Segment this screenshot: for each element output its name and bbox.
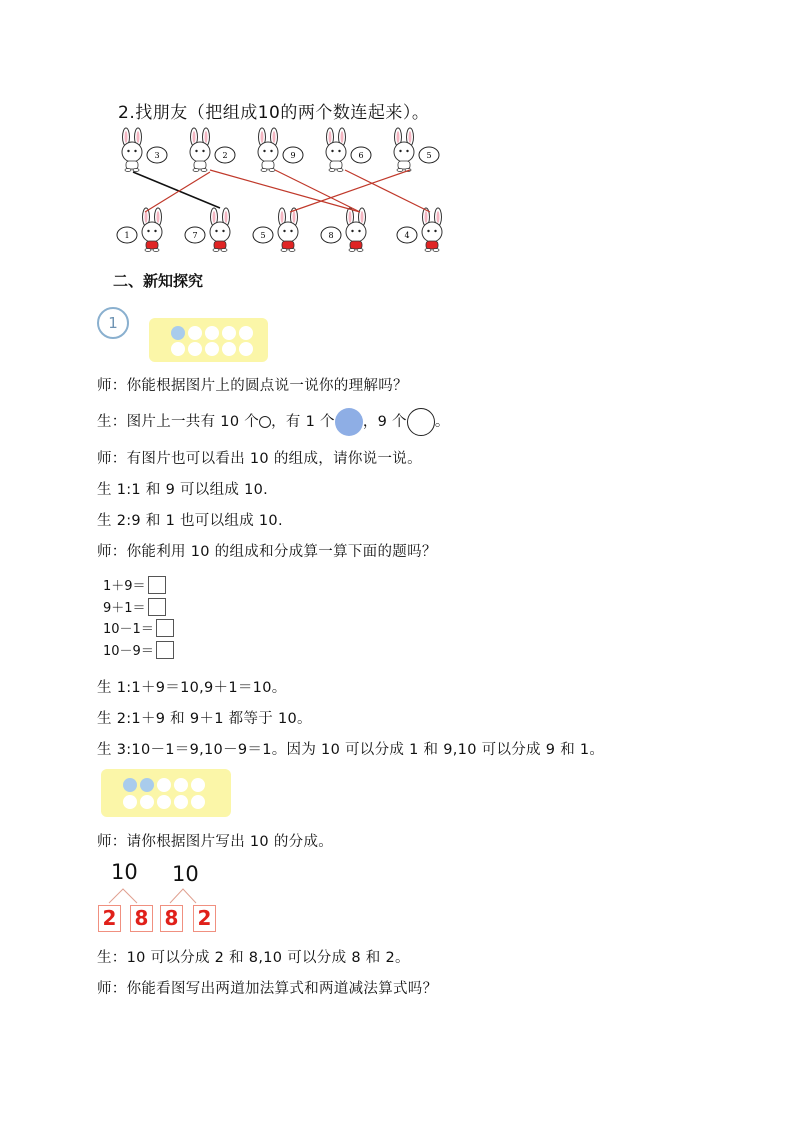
blue-dot — [140, 778, 154, 792]
equation-row — [103, 618, 174, 637]
match-line-9-1 — [275, 170, 360, 212]
white-dot — [239, 326, 253, 340]
rabbit-bottom-2 — [253, 208, 298, 252]
white-circle-icon — [407, 408, 435, 436]
match-line-2-8 — [145, 172, 210, 212]
split-total-1: 10 — [111, 860, 138, 884]
dot-panel-1 — [149, 318, 268, 362]
step-marker: 1 — [97, 307, 129, 339]
white-dot — [188, 326, 202, 340]
split-right-2: 2 — [193, 905, 216, 932]
rabbit-number: 9 — [290, 151, 296, 160]
rabbit-top-3 — [326, 128, 371, 172]
blue-dot — [123, 778, 137, 792]
dialogue-line-3: 师：有图片也可以看出 10 的组成，请你说一说。 — [97, 451, 422, 467]
rabbit-bottom-0 — [117, 208, 162, 252]
dialogue-line-8: 生 2:1＋9 和 9＋1 都等于 10。 — [97, 711, 312, 727]
white-dot — [171, 342, 185, 356]
dialogue-line-10: 师：请你根据图片写出 10 的分成。 — [97, 834, 334, 850]
equation-text: 1＋9＝ — [103, 579, 146, 594]
white-dot — [157, 778, 171, 792]
match-line-3-7 — [133, 172, 220, 208]
match-line-5-5 — [290, 170, 410, 212]
equation-text: 10－1＝ — [103, 622, 154, 637]
rabbit-bottom-1 — [185, 208, 230, 252]
dialogue-line-11: 生：10 可以分成 2 和 8,10 可以分成 8 和 2。 — [97, 950, 410, 966]
dialogue-line-2a: 生：图片上一共有 10 个 — [97, 414, 260, 430]
rabbit-number: 5 — [426, 151, 432, 160]
rabbit-number: 1 — [124, 231, 130, 240]
rabbit-number: 7 — [192, 231, 198, 240]
rabbit-number: 3 — [154, 151, 160, 160]
dialogue-line-2c: ，9 个 — [362, 414, 407, 430]
white-dot — [140, 795, 154, 809]
dialogue-line-7: 生 1:1＋9＝10,9＋1＝10。 — [97, 680, 287, 696]
equation-row — [103, 597, 166, 616]
rabbit-number: 4 — [404, 231, 410, 240]
dialogue-line-12: 师：你能看图写出两道加法算式和两道减法算式吗？ — [97, 981, 438, 997]
dialogue-line-2 — [97, 408, 450, 436]
dialogue-line-1: 师：你能根据图片上的圆点说一说你的理解吗？ — [97, 378, 408, 394]
blue-dot — [171, 326, 185, 340]
white-dot — [222, 326, 236, 340]
equation-row — [103, 640, 174, 659]
dialogue-line-5: 生 2:9 和 1 也可以组成 10. — [97, 513, 283, 529]
dialogue-line-6: 师：你能利用 10 的组成和分成算一算下面的题吗？ — [97, 544, 437, 560]
dialogue-line-4: 生 1:1 和 9 可以组成 10. — [97, 482, 269, 498]
answer-box[interactable] — [156, 619, 174, 637]
dot-panel-2 — [101, 769, 231, 817]
answer-box[interactable] — [148, 576, 166, 594]
match-line-2-8b — [210, 170, 360, 212]
answer-box[interactable] — [148, 598, 166, 616]
equation-row — [103, 575, 166, 594]
split-left-2: 8 — [160, 905, 183, 932]
white-dot — [222, 342, 236, 356]
split-branches — [95, 885, 225, 905]
split-total-2: 10 — [172, 862, 199, 886]
rabbit-number: 6 — [358, 151, 364, 160]
split-left-1: 2 — [98, 905, 121, 932]
small-circle-icon — [259, 416, 271, 428]
white-dot — [191, 778, 205, 792]
white-dot — [239, 342, 253, 356]
white-dot — [174, 778, 188, 792]
equation-text: 9＋1＝ — [103, 601, 146, 616]
rabbit-top-4 — [394, 128, 439, 172]
rabbit-number: 2 — [222, 151, 228, 160]
section-title: 二、新知探究 — [113, 272, 204, 290]
white-dot — [123, 795, 137, 809]
white-dot — [188, 342, 202, 356]
white-dot — [205, 342, 219, 356]
white-dot — [205, 326, 219, 340]
rabbit-matching-figure — [110, 122, 450, 262]
answer-box[interactable] — [156, 641, 174, 659]
rabbit-top-0 — [122, 128, 167, 172]
rabbit-top-1 — [190, 128, 235, 172]
dialogue-line-2b: ，有 1 个 — [271, 414, 335, 430]
exercise-title: 2.找朋友（把组成10的两个数连起来）。 — [118, 103, 430, 123]
rabbit-top-2 — [258, 128, 303, 172]
split-right-1: 8 — [130, 905, 153, 932]
white-dot — [174, 795, 188, 809]
rabbit-bottom-4 — [397, 208, 442, 252]
dialogue-line-2d: 。 — [434, 414, 450, 430]
dialogue-line-9: 生 3:10－1＝9,10－9＝1。因为 10 可以分成 1 和 9,10 可以分成 9 和 1。 — [97, 742, 605, 758]
white-dot — [191, 795, 205, 809]
match-line-6-4 — [345, 170, 430, 212]
rabbit-number: 5 — [260, 231, 266, 240]
white-dot — [157, 795, 171, 809]
blue-circle-icon — [335, 408, 363, 436]
equation-text: 10－9＝ — [103, 644, 154, 659]
rabbit-bottom-3 — [321, 208, 366, 252]
rabbit-number: 8 — [328, 231, 334, 240]
